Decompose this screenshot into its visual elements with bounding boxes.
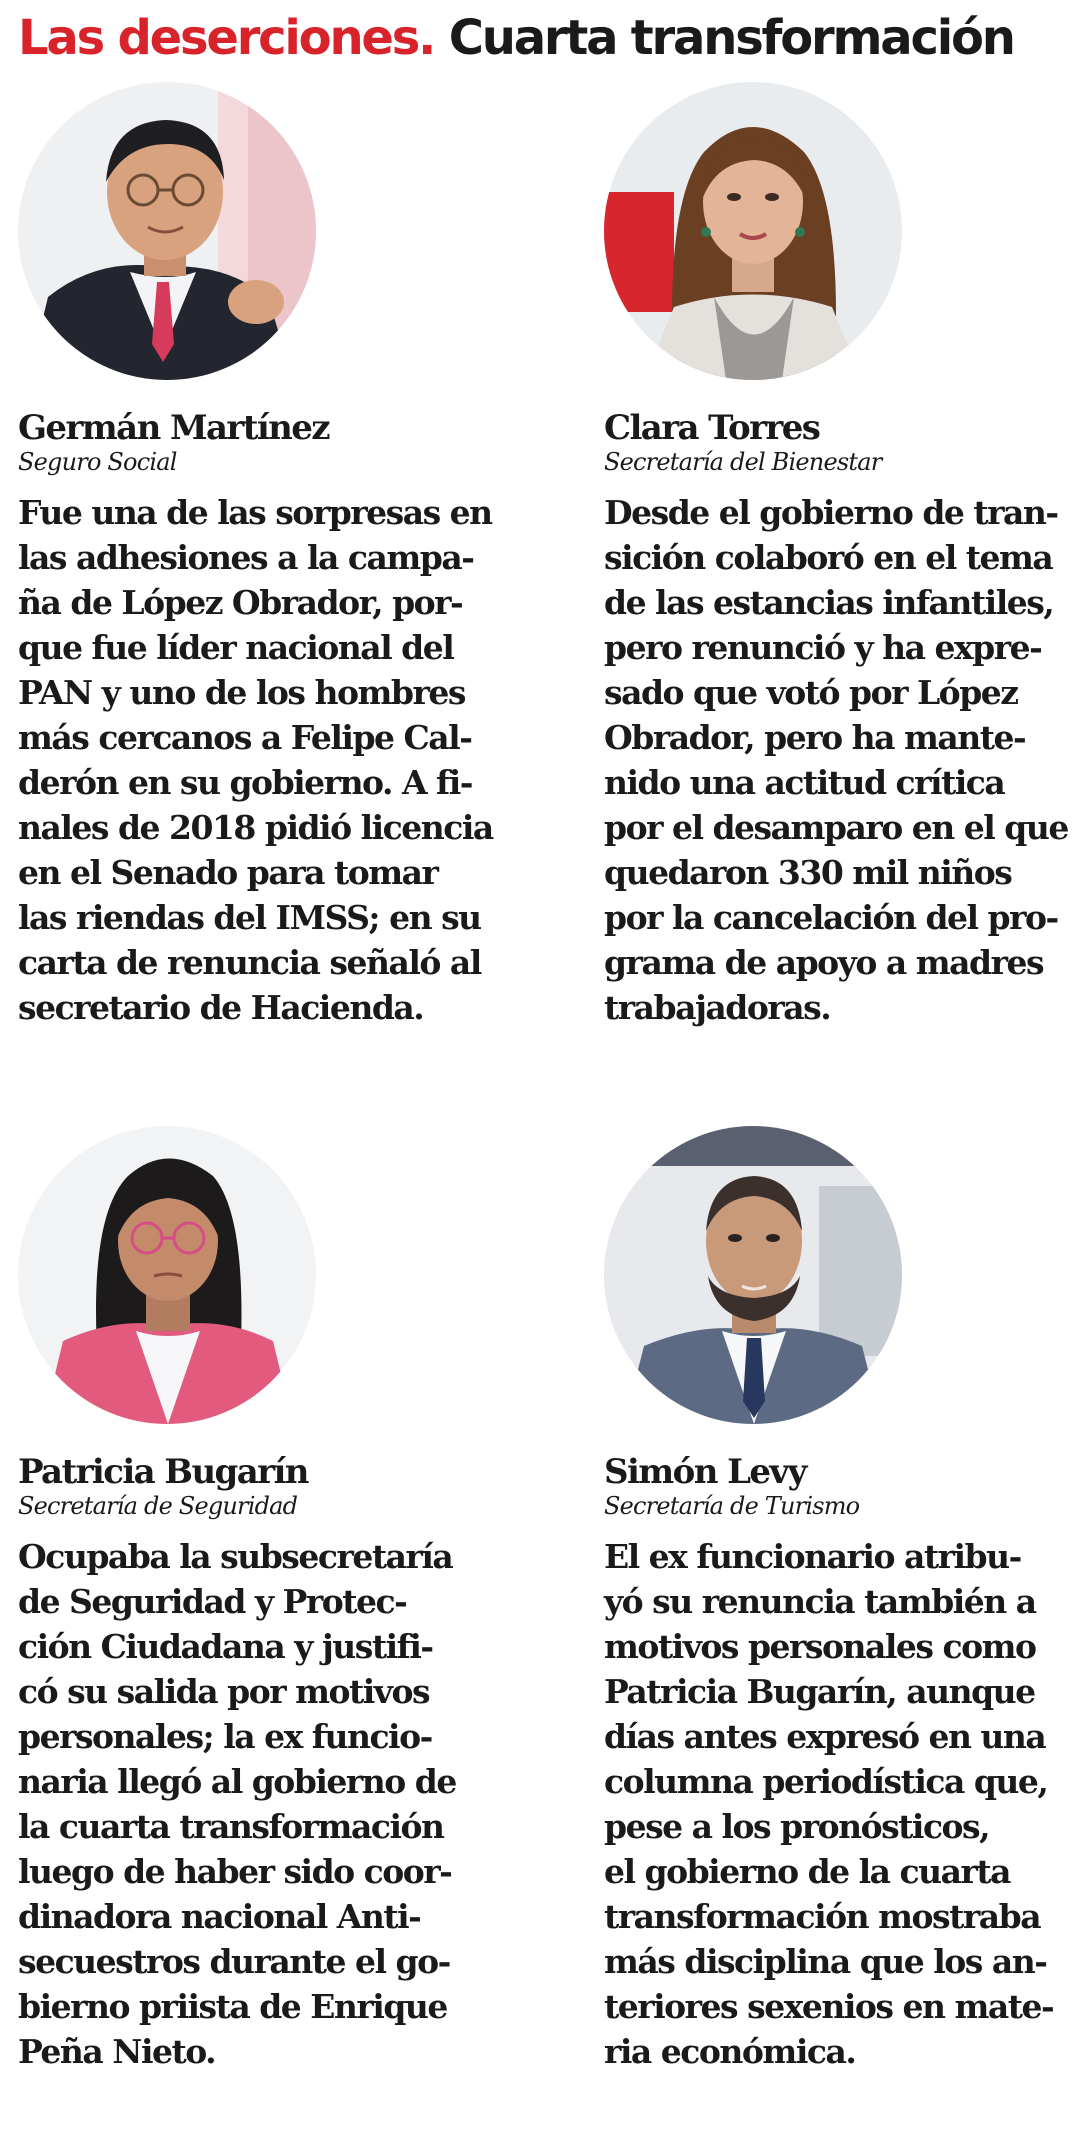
person-name: Simón Levy [604,1452,806,1492]
portrait-photo [604,82,902,380]
description-line: luego de haber sido coor- [18,1852,452,1891]
description-line: Peña Nieto. [18,2032,216,2071]
description-line: por el desamparo en el que [604,808,1068,847]
profile-card-simon-levy [604,1126,1074,2074]
person-description [604,490,1074,1030]
person-role: Secretaría del Bienestar [604,448,882,476]
profile-card-patricia-bugarin [18,1126,518,2074]
person-role: Secretaría de Seguridad [18,1492,298,1520]
portrait-photo [18,1126,316,1424]
description-line: pese a los pronósticos, [604,1807,990,1846]
profile-card-german-martinez [18,82,518,1030]
description-line: có su salida por motivos [18,1672,430,1711]
portrait-photo [18,82,316,380]
portrait-woman-long-hair [604,82,902,380]
description-line: transformación mostraba [604,1897,1041,1936]
description-line: yó su renuncia también a [604,1582,1036,1621]
person-name: Clara Torres [604,408,820,448]
description-line: que fue líder nacional del [18,628,454,667]
description-line: dinadora nacional Anti- [18,1897,421,1936]
headline-red: Las deserciones. [18,10,435,66]
description-line: ña de López Obrador, por- [18,583,463,622]
description-line: naria llegó al gobierno de [18,1762,456,1801]
profile-card-clara-torres [604,82,1074,1030]
person-name: Patricia Bugarín [18,1452,308,1492]
portrait-photo [604,1126,902,1424]
portrait-man-glasses-red-tie [18,82,316,380]
headline-black: Cuarta transformación [448,10,1014,66]
description-line: más cercanos a Felipe Cal- [18,718,472,757]
person-description [18,490,518,1030]
description-line: nido una actitud crítica [604,763,1005,802]
description-line: Obrador, pero ha mante- [604,718,1026,757]
person-role: Seguro Social [18,448,177,476]
description-line: nales de 2018 pidió licencia [18,808,493,847]
headline [18,6,1014,70]
description-line: grama de apoyo a madres [604,943,1044,982]
description-line: personales; la ex funcio- [18,1717,432,1756]
description-line: el gobierno de la cuarta [604,1852,1011,1891]
description-line: bierno priista de Enrique [18,1987,447,2026]
description-line: las adhesiones a la campa- [18,538,474,577]
description-line: ria económica. [604,2032,856,2071]
description-line: de las estancias infantiles, [604,583,1054,622]
description-line: secretario de Hacienda. [18,988,424,1027]
description-line: Desde el gobierno de tran- [604,493,1058,532]
description-line: días antes expresó en una [604,1717,1046,1756]
description-line: motivos personales como [604,1627,1036,1666]
description-line: Patricia Bugarín, aunque [604,1672,1035,1711]
description-line: ción Ciudadana y justifi- [18,1627,433,1666]
description-line: columna periodística que, [604,1762,1048,1801]
description-line: pero renunció y ha expre- [604,628,1042,667]
description-line: trabajadoras. [604,988,831,1027]
person-role: Secretaría de Turismo [604,1492,860,1520]
description-line: secuestros durante el go- [18,1942,450,1981]
description-line: la cuarta transformación [18,1807,444,1846]
description-line: derón en su gobierno. A fi- [18,763,472,802]
portrait-man-beard-suit [604,1126,902,1424]
person-description [18,1534,518,2074]
description-line: teriores sexenios en mate- [604,1987,1054,2026]
description-line: más disciplina que los an- [604,1942,1047,1981]
description-line: PAN y uno de los hombres [18,673,465,712]
description-line: por la cancelación del pro- [604,898,1058,937]
description-line: Fue una de las sorpresas en [18,493,492,532]
description-line: sado que votó por López [604,673,1018,712]
description-line: quedaron 330 mil niños [604,853,1012,892]
description-line: en el Senado para tomar [18,853,438,892]
description-line: las riendas del IMSS; en su [18,898,481,937]
portrait-woman-pink-blazer [18,1126,316,1424]
person-name: Germán Martínez [18,408,330,448]
description-line: de Seguridad y Protec- [18,1582,407,1621]
person-description [604,1534,1074,2074]
description-line: carta de renuncia señaló al [18,943,481,982]
description-line: sición colaboró en el tema [604,538,1053,577]
description-line: El ex funcionario atribu- [604,1537,1021,1576]
description-line: Ocupaba la subsecretaría [18,1537,453,1576]
